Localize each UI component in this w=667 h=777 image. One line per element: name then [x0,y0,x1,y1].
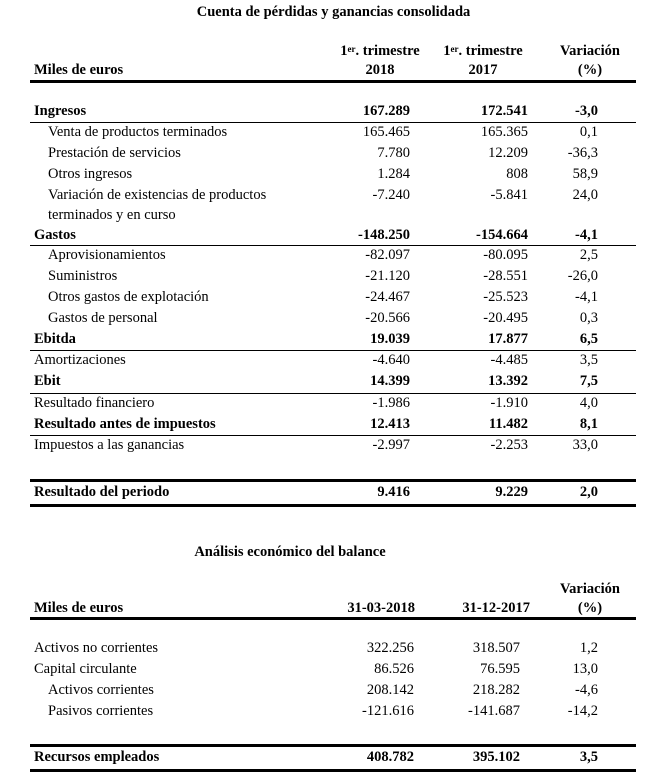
pl-row-impuestos [30,435,636,456]
bs-row-capital-circulante [30,659,636,680]
bs-col3-header [545,580,635,618]
value-2018: 208.142 [366,682,414,698]
row-label: Recursos empleados [34,749,160,765]
bs-col2-header: 31-12-2017 [462,600,530,616]
pl-row-amortizaciones [30,350,636,371]
value-2017: -80.095 [483,247,528,263]
total-bottom-rule [30,504,636,507]
pl-col1-header [325,42,435,80]
value-2017: 9.229 [495,484,528,500]
value-2018: 7.780 [377,145,410,161]
pl-col3-header-line1: Variación [560,43,620,59]
value-variation: -14,2 [567,703,598,719]
pl-row-gastos [30,225,636,246]
pl-units-label: Miles de euros [34,62,124,78]
pl-row-resultado-antes-impuestos [30,414,636,435]
value-2017: 13.392 [488,373,528,389]
value-2018: -148.250 [358,227,410,243]
value-variation: 2,0 [579,484,598,500]
value-variation: 33,0 [572,437,598,453]
value-variation: 24,0 [572,187,598,203]
pl-row-ebitda [30,329,636,350]
row-label: Amortizaciones [34,352,126,368]
row-label: Gastos de personal [48,310,158,326]
row-label-continuation: terminados y en curso [48,207,176,223]
pl-row-otros-gastos [30,287,636,308]
value-2018: 1.284 [377,166,410,182]
pl-col3-header-line2: (%) [577,62,603,78]
value-2018: -82.097 [365,247,410,263]
row-label: Ebit [34,373,61,389]
value-2017: -4.485 [490,352,528,368]
row-label: Aprovisionamientos [48,247,166,263]
value-2018: -2.997 [372,437,410,453]
value-variation: 58,9 [572,166,598,182]
pl-row-ingresos [30,101,636,122]
value-2017: -154.664 [476,227,528,243]
value-2017: 76.595 [480,661,520,677]
pl-row-suministros [30,266,636,287]
value-2017: -1.910 [490,395,528,411]
pl-col1-header-sup: er [347,44,356,54]
row-label: Otros gastos de explotación [48,289,209,305]
bs-row-pasivos-corrientes [30,701,636,722]
value-2017: -141.687 [468,703,520,719]
row-label: Suministros [48,268,118,284]
value-2017: -25.523 [483,289,528,305]
pl-col2-header-num: 1 [443,43,451,59]
bs-row-recursos-empleados [30,747,636,768]
pl-col1-header-year: 2018 [365,62,395,78]
pl-row-prestacion [30,143,636,164]
value-2018: -21.120 [365,268,410,284]
value-2018: 19.039 [370,331,410,347]
value-2018: 12.413 [370,416,410,432]
value-2017: 12.209 [488,145,528,161]
value-variation: -3,0 [575,103,598,119]
value-2018: -1.986 [372,395,410,411]
pl-col2-header-text: . trimestre [458,43,523,59]
value-variation: 7,5 [579,373,598,389]
value-2017: -2.253 [490,437,528,453]
bs-units-label: Miles de euros [34,600,124,616]
pl-col1-header-text: . trimestre [355,43,420,59]
row-label: Resultado antes de impuestos [34,416,216,432]
pl-row-gastos-personal [30,308,636,329]
row-label: Capital circulante [34,661,137,677]
value-variation: 1,2 [579,640,598,656]
row-label: Gastos [34,227,76,243]
value-variation: 8,1 [579,416,598,432]
bs-title: Análisis económico del balance [194,544,386,560]
value-2018: 408.782 [366,749,414,765]
row-label: Activos corrientes [48,682,154,698]
value-2018: -7.240 [372,187,410,203]
row-label: Resultado del periodo [34,484,170,500]
row-label: Otros ingresos [48,166,133,182]
pl-row-ebit [30,371,636,392]
bs-row-activos-corrientes [30,680,636,701]
row-label: Impuestos a las ganancias [34,437,185,453]
value-2018: 86.526 [374,661,414,677]
pl-col1-header-num: 1 [340,43,348,59]
value-2017: 165.365 [480,124,528,140]
value-2018: -121.616 [362,703,414,719]
value-2018: -4.640 [372,352,410,368]
value-variation: 13,0 [572,661,598,677]
value-2017: 17.877 [488,331,528,347]
value-2018: 165.465 [362,124,410,140]
value-variation: -4,1 [575,289,598,305]
value-2017: -5.841 [490,187,528,203]
value-variation: 6,5 [579,331,598,347]
bs-header-rule [30,617,636,620]
value-2017: 808 [506,166,528,182]
value-variation: -36,3 [567,145,598,161]
row-label: Venta de productos terminados [48,124,228,140]
value-2017: -20.495 [483,310,528,326]
pl-row-variacion-existencias-cont [30,205,636,226]
total-bottom-rule [30,769,636,772]
value-variation: -4,6 [575,682,598,698]
pl-row-aprovisionamientos [30,245,636,266]
value-2017: -28.551 [483,268,528,284]
value-2017: 172.541 [480,103,528,119]
row-label: Activos no corrientes [34,640,159,656]
pl-col2-header [433,42,533,80]
pl-col2-header-year: 2017 [468,62,498,78]
pl-row-variacion-existencias [30,185,636,206]
value-variation: 0,1 [579,124,598,140]
row-label: Ebitda [34,331,76,347]
pl-row-venta [30,122,636,143]
row-label: Variación de existencias de productos [48,187,267,203]
value-variation: 4,0 [579,395,598,411]
value-2018: 14.399 [370,373,410,389]
value-2017: 395.102 [472,749,520,765]
pl-col2-header-sup: er [450,44,459,54]
pl-header-rule [30,80,636,83]
value-2018: 167.289 [362,103,410,119]
value-variation: 3,5 [579,352,598,368]
value-variation: 0,3 [579,310,598,326]
value-2018: -20.566 [365,310,410,326]
pl-row-otros-ingresos [30,164,636,185]
row-label: Resultado financiero [34,395,155,411]
value-variation: -4,1 [575,227,598,243]
bs-col3-header-line1: Variación [560,581,620,597]
value-2017: 11.482 [488,416,528,432]
value-2017: 318.507 [472,640,520,656]
bs-col1-header: 31-03-2018 [347,600,415,616]
value-variation: -26,0 [567,268,598,284]
pl-col3-header [545,42,635,80]
value-2017: 218.282 [472,682,520,698]
value-variation: 2,5 [579,247,598,263]
pl-title: Cuenta de pérdidas y ganancias consolidada [196,4,471,20]
pl-row-resultado-financiero [30,393,636,414]
value-2018: 9.416 [377,484,410,500]
row-label: Pasivos corrientes [48,703,154,719]
value-variation: 3,5 [579,749,598,765]
pl-row-resultado-periodo [30,482,636,503]
value-2018: -24.467 [365,289,410,305]
row-label: Prestación de servicios [48,145,181,161]
row-label: Ingresos [34,103,87,119]
bs-col3-header-line2: (%) [577,600,603,616]
bs-row-activos-no-corrientes [30,638,636,659]
value-2018: 322.256 [366,640,414,656]
